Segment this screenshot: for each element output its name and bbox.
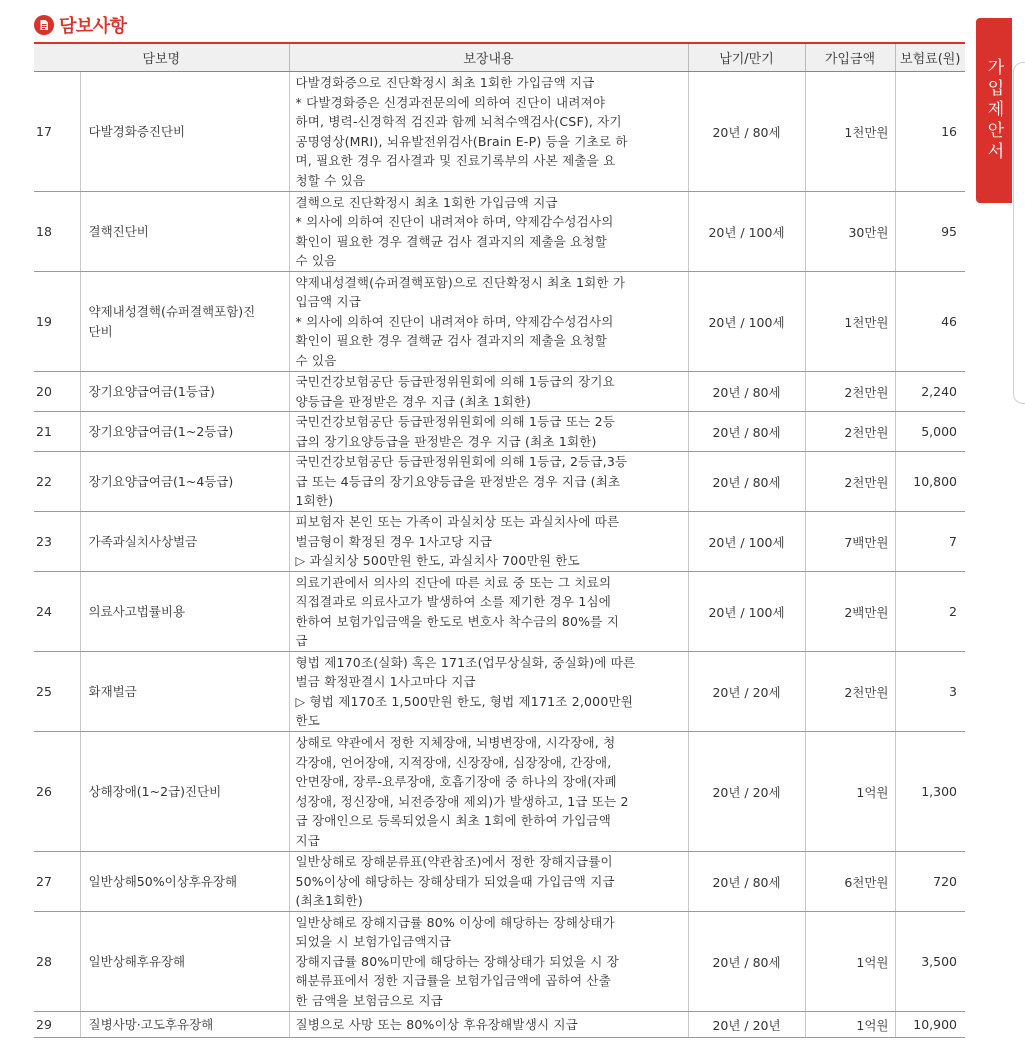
description-line: 국민건강보험공단 등급판정위원회에 의해 1등급, 2등급,3등 [295, 454, 628, 470]
description-line: 한 금액을 보험금으로 지급 [295, 992, 444, 1008]
description-line: 입금액 지급 [295, 294, 362, 310]
coverage-description [289, 272, 688, 372]
description-line: 해분류표에서 정한 지급률을 보험가입금액에 곱하여 산출 [295, 973, 611, 989]
description-line: 일반상해로 장해분류표(약관참조)에서 정한 장해지급률이 [295, 854, 613, 870]
coverage-name [80, 1012, 289, 1038]
description-line: ▷ 형법 제170조 1,500만원 한도, 형법 제171조 2,000만원 [295, 693, 634, 709]
table-row [34, 192, 965, 272]
coverage-name [80, 572, 289, 652]
description-line: 각장애, 언어장애, 지적장애, 신장장애, 심장장애, 간장애, [295, 754, 612, 770]
coverage-name [80, 452, 289, 512]
payment-term: 20년 / 80세 [688, 912, 805, 1012]
description-line: 수 있음 [295, 253, 337, 268]
coverage-amount: 1천만원 [805, 72, 895, 192]
premium: 3 [895, 652, 965, 732]
section-header [34, 12, 127, 38]
table-row [34, 652, 965, 732]
description-line: 확인이 필요한 경우 결핵균 검사 결과지의 제출을 요청할 [295, 333, 608, 349]
row-number: 24 [34, 572, 80, 652]
description-line: 50%이상에 해당하는 장해상태가 되었을때 가입금액 지급 [295, 873, 615, 889]
coverage-description [289, 192, 688, 272]
coverage-name-line: 약제내성결핵(슈퍼결핵포함)진 [88, 303, 256, 319]
header-name: 담보명 [34, 43, 289, 72]
description-line: 피보험자 본인 또는 가족이 과실치상 또는 과실치사에 따른 [295, 514, 620, 530]
coverage-amount: 1억원 [805, 732, 895, 852]
row-number: 26 [34, 732, 80, 852]
row-number: 25 [34, 652, 80, 732]
description-line: 장해지급률 80%미만에 해당하는 장해상태가 되었을 시 장 [295, 953, 619, 969]
coverage-amount: 1억원 [805, 912, 895, 1012]
description-line: 다발경화증으로 진단확정시 최초 1회한 가입금액 지급 [295, 75, 595, 90]
payment-term: 20년 / 80세 [688, 372, 805, 412]
coverage-description [289, 1012, 688, 1038]
row-number: 28 [34, 912, 80, 1012]
header-desc: 보장내용 [289, 43, 688, 72]
coverage-name-line: 화재벌금 [88, 683, 137, 699]
description-line: ▷ 과실치상 500만원 한도, 과실치사 700만원 한도 [295, 553, 580, 569]
description-line: 공명영상(MRI), 뇌유발전위검사(Brain E-P) 등을 기초로 하 [295, 133, 628, 149]
coverage-name-line: 일반상해50%이상후유장해 [88, 873, 238, 889]
description-line: 되었을 시 보험가입금액지급 [295, 934, 452, 950]
coverage-name-line: 장기요양급여금(1~2등급) [88, 423, 234, 439]
table-row [34, 732, 965, 852]
description-line: 수 있음 [295, 352, 337, 368]
description-line: 1회한) [295, 493, 334, 509]
coverage-name [80, 412, 289, 452]
coverage-amount: 2백만원 [805, 572, 895, 652]
premium: 5,000 [895, 412, 965, 452]
description-line: 질병으로 사망 또는 80%이상 후유장해발생시 지급 [295, 1016, 578, 1032]
coverage-description [289, 652, 688, 732]
coverage-name-line: 질병사망·고도후유장해 [88, 1016, 214, 1032]
coverage-name [80, 512, 289, 572]
premium: 2 [895, 572, 965, 652]
premium: 720 [895, 852, 965, 912]
row-number: 17 [34, 72, 80, 192]
description-line: 벌금형이 확정된 경우 1사고당 지급 [295, 533, 493, 549]
coverage-amount: 2천만원 [805, 372, 895, 412]
table-row [34, 912, 965, 1012]
description-line: 지급 [295, 832, 321, 848]
table-row [34, 72, 965, 192]
row-number: 29 [34, 1012, 80, 1038]
description-line: 형법 제170조(실화) 혹은 171조(업무상실화, 중실화)에 따른 [295, 654, 636, 670]
section-title: 담보사항 [59, 16, 127, 37]
coverage-name [80, 192, 289, 272]
row-number: 19 [34, 272, 80, 372]
premium: 7 [895, 512, 965, 572]
coverage-description [289, 412, 688, 452]
premium: 16 [895, 72, 965, 192]
row-number: 27 [34, 852, 80, 912]
description-line: 한하여 보험가입금액을 한도로 변호사 착수금의 80%를 지 [295, 613, 619, 629]
coverage-name-line: 다발경화증진단비 [88, 123, 186, 139]
coverage-name [80, 372, 289, 412]
payment-term: 20년 / 100세 [688, 272, 805, 372]
side-tab-proposal[interactable] [976, 18, 1012, 203]
row-number: 23 [34, 512, 80, 572]
row-number: 21 [34, 412, 80, 452]
description-line: 양등급을 판정받은 경우 지급 (최초 1회한) [295, 393, 532, 409]
description-line: 안면장애, 장루-요루장애, 호흡기장애 중 하나의 장애(자폐 [295, 774, 617, 789]
description-line: 급 장애인으로 등록되었을시 최초 1회에 한하여 가입금액 [295, 813, 612, 828]
description-line: * 의사에 의하여 진단이 내려져야 하며, 약제감수성검사의 [295, 313, 614, 329]
coverage-description [289, 912, 688, 1012]
coverage-name-line: 장기요양급여금(1~4등급) [88, 473, 234, 489]
coverage-name [80, 852, 289, 912]
coverage-description [289, 512, 688, 572]
side-tab-label: 가입제안서 [983, 58, 1004, 163]
description-line: 급 [295, 633, 308, 648]
coverage-name-line: 일반상해후유장해 [88, 953, 186, 969]
description-line: 한도 [295, 713, 321, 728]
description-line: 결핵으로 진단확정시 최초 1회한 가입금액 지급 [295, 194, 558, 210]
premium: 46 [895, 272, 965, 372]
coverage-table [34, 42, 965, 1038]
premium: 2,240 [895, 372, 965, 412]
coverage-description [289, 372, 688, 412]
coverage-amount: 30만원 [805, 192, 895, 272]
description-line: (최초1회한) [295, 893, 363, 909]
coverage-amount: 1억원 [805, 1012, 895, 1038]
coverage-description [289, 732, 688, 852]
header-premium: 보험료(원) [895, 43, 965, 72]
side-panel-edge [1013, 62, 1025, 404]
description-line: 하며, 병력-신경학적 검진과 함께 뇌척수액검사(CSF), 자기 [295, 114, 622, 129]
coverage-name-line: 결핵진단비 [88, 223, 149, 239]
coverage-amount: 2천만원 [805, 412, 895, 452]
payment-term: 20년 / 80세 [688, 852, 805, 912]
description-line: * 다발경화증은 신경과전문의에 의하여 진단이 내려져야 [295, 94, 606, 110]
table-row [34, 572, 965, 652]
coverage-description [289, 452, 688, 512]
coverage-name [80, 72, 289, 192]
payment-term: 20년 / 100세 [688, 512, 805, 572]
payment-term: 20년 / 100세 [688, 572, 805, 652]
table-row [34, 452, 965, 512]
description-line: 약제내성결핵(슈퍼결핵포함)으로 진단확정시 최초 1회한 가 [295, 274, 626, 290]
coverage-name-line: 상해장애(1~2급)진단비 [88, 783, 222, 799]
payment-term: 20년 / 20년 [688, 1012, 805, 1038]
premium: 95 [895, 192, 965, 272]
payment-term: 20년 / 80세 [688, 72, 805, 192]
coverage-name [80, 912, 289, 1012]
table-row [34, 372, 965, 412]
row-number: 20 [34, 372, 80, 412]
description-line: 급 또는 4등급의 장기요양등급을 판정받은 경우 지급 (최초 [295, 473, 621, 489]
coverage-description [289, 852, 688, 912]
table-row [34, 512, 965, 572]
coverage-name-line: 단비 [88, 323, 113, 339]
payment-term: 20년 / 80세 [688, 452, 805, 512]
coverage-description [289, 72, 688, 192]
payment-term: 20년 / 80세 [688, 412, 805, 452]
description-line: 국민건강보험공단 등급판정위원회에 의해 1등급의 장기요 [295, 374, 615, 389]
payment-term: 20년 / 20세 [688, 732, 805, 852]
table-row [34, 852, 965, 912]
coverage-name-line: 장기요양급여금(1등급) [88, 383, 215, 399]
coverage-amount: 2천만원 [805, 652, 895, 732]
payment-term: 20년 / 20세 [688, 652, 805, 732]
description-line: 청할 수 있음 [295, 172, 366, 188]
description-line: 확인이 필요한 경우 결핵균 검사 결과지의 제출을 요청할 [295, 233, 608, 249]
table-row [34, 1012, 965, 1038]
premium: 3,500 [895, 912, 965, 1012]
description-line: 일반상해로 장해지급률 80% 이상에 해당하는 장해상태가 [295, 914, 615, 930]
coverage-amount: 1천만원 [805, 272, 895, 372]
coverage-amount: 6천만원 [805, 852, 895, 912]
description-line: 상해로 약관에서 정한 지체장애, 뇌병변장애, 시각장애, 청 [295, 735, 616, 750]
coverage-description [289, 572, 688, 652]
description-line: 급의 장기요양등급을 판정받은 경우 지급 (최초 1회한) [295, 433, 597, 449]
coverage-amount: 2천만원 [805, 452, 895, 512]
description-line: 국민건강보험공단 등급판정위원회에 의해 1등급 또는 2등 [295, 414, 615, 429]
description-line: 직접결과로 의료사고가 발생하여 소를 제기한 경우 1심에 [295, 594, 612, 609]
payment-term: 20년 / 100세 [688, 192, 805, 272]
header-amount: 가입금액 [805, 43, 895, 72]
document-icon [34, 15, 54, 35]
row-number: 22 [34, 452, 80, 512]
coverage-name-line: 의료사고법률비용 [88, 603, 186, 619]
description-line: * 의사에 의하여 진단이 내려져야 하며, 약제감수성검사의 [295, 214, 614, 229]
description-line: 벌금 확정판결시 1사고마다 지급 [295, 674, 476, 689]
coverage-name-line: 가족과실치사상벌금 [88, 533, 198, 549]
description-line: 며, 필요한 경우 검사결과 및 진료기록부의 사본 제출을 요 [295, 153, 616, 168]
coverage-name [80, 272, 289, 372]
premium: 10,800 [895, 452, 965, 512]
premium: 10,900 [895, 1012, 965, 1038]
header-term: 납기/만기 [688, 43, 805, 72]
coverage-name [80, 652, 289, 732]
premium: 1,300 [895, 732, 965, 852]
description-line: 의료기관에서 의사의 진단에 따른 치료 중 또는 그 치료의 [295, 574, 612, 590]
coverage-name [80, 732, 289, 852]
table-row [34, 272, 965, 372]
coverage-amount: 7백만원 [805, 512, 895, 572]
table-header-row [34, 43, 965, 72]
row-number: 18 [34, 192, 80, 272]
table-row [34, 412, 965, 452]
description-line: 성장애, 정신장애, 뇌전증장애 제외)가 발생하고, 1급 또는 2 [295, 793, 629, 809]
